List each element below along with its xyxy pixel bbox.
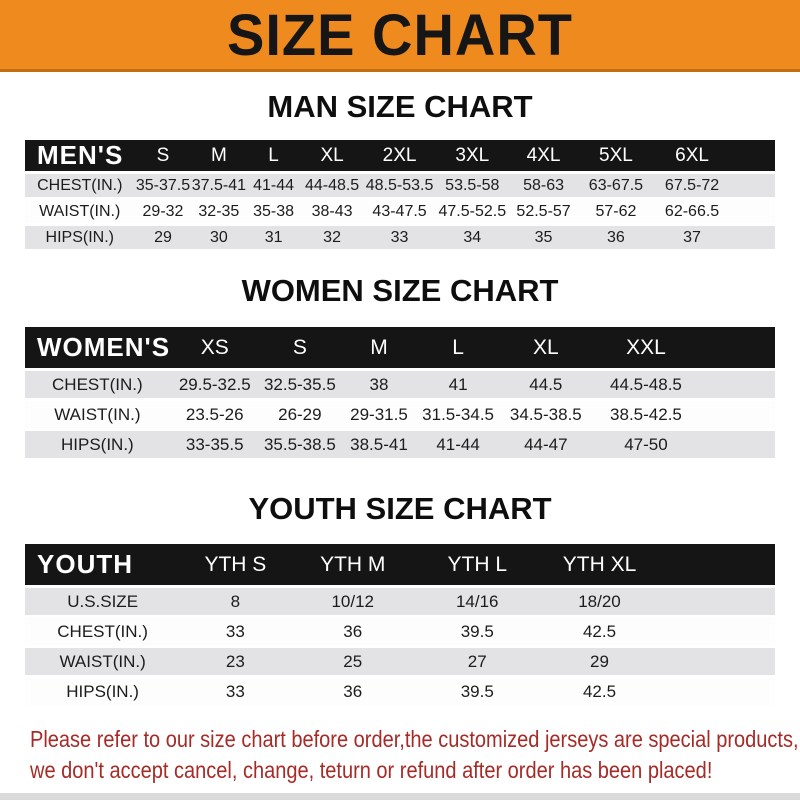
women-size-table bbox=[25, 324, 775, 461]
table-row bbox=[25, 174, 775, 197]
size-value-cell: 47-50 bbox=[593, 431, 698, 458]
table-corner-label: YOUTH bbox=[25, 544, 180, 585]
women-size-chart-title: WOMEN SIZE CHART bbox=[241, 273, 559, 308]
size-value-cell: 31 bbox=[246, 226, 301, 249]
notice-line-1: Please refer to our size chart before order,the customized jerseys are special products, bbox=[30, 726, 799, 752]
size-value-cell: 29-32 bbox=[135, 200, 192, 223]
size-value-cell: 33 bbox=[363, 226, 436, 249]
size-value-cell: 29 bbox=[540, 648, 660, 675]
size-column-header: YTH M bbox=[291, 544, 416, 585]
size-value-cell: 39.5 bbox=[415, 618, 540, 645]
size-value-cell: 41 bbox=[418, 371, 498, 398]
table-row bbox=[25, 371, 775, 398]
row-label: CHEST(IN.) bbox=[25, 618, 180, 645]
notice-line-2: we don't accept cancel, change, teturn or refund after order has been placed! bbox=[30, 757, 713, 783]
size-value-cell: 33 bbox=[180, 678, 290, 705]
row-label: CHEST(IN.) bbox=[25, 371, 170, 398]
table-row bbox=[25, 226, 775, 249]
size-value-cell: 29 bbox=[135, 226, 192, 249]
banner-title: SIZE CHART bbox=[227, 1, 573, 68]
row-label: CHEST(IN.) bbox=[25, 174, 135, 197]
size-value-cell: 38 bbox=[340, 371, 418, 398]
youth-size-chart-section bbox=[0, 491, 800, 708]
size-value-cell: 41-44 bbox=[246, 174, 301, 197]
size-value-cell: 39.5 bbox=[415, 678, 540, 705]
men-size-table bbox=[25, 137, 775, 252]
man-size-chart-title: MAN SIZE CHART bbox=[267, 89, 533, 124]
size-value-cell: 33-35.5 bbox=[170, 431, 260, 458]
size-value-cell: 23.5-26 bbox=[170, 401, 260, 428]
header-spacer bbox=[698, 327, 775, 368]
size-value-cell: 67.5-72 bbox=[653, 174, 730, 197]
size-value-cell: 38-43 bbox=[301, 200, 363, 223]
size-column-header: XL bbox=[498, 327, 593, 368]
size-value-cell: 44-48.5 bbox=[301, 174, 363, 197]
header-spacer bbox=[660, 544, 776, 585]
table-row bbox=[25, 648, 775, 675]
size-header-row bbox=[25, 140, 775, 171]
size-column-header: 2XL bbox=[363, 140, 436, 171]
size-value-cell: 35-38 bbox=[246, 200, 301, 223]
size-value-cell: 38.5-41 bbox=[340, 431, 418, 458]
size-value-cell: 23 bbox=[180, 648, 290, 675]
table-row bbox=[25, 200, 775, 223]
size-column-header: M bbox=[191, 140, 246, 171]
size-value-cell: 32.5-35.5 bbox=[260, 371, 340, 398]
size-column-header: S bbox=[260, 327, 340, 368]
size-value-cell: 36 bbox=[291, 678, 416, 705]
size-value-cell: 8 bbox=[180, 588, 290, 615]
size-column-header: XL bbox=[301, 140, 363, 171]
row-spacer bbox=[731, 226, 775, 249]
size-value-cell: 33 bbox=[180, 618, 290, 645]
size-value-cell: 27 bbox=[415, 648, 540, 675]
size-value-cell: 29-31.5 bbox=[340, 401, 418, 428]
size-column-header: S bbox=[135, 140, 192, 171]
size-column-header: 5XL bbox=[578, 140, 653, 171]
table-row bbox=[25, 588, 775, 615]
size-column-header: YTH S bbox=[180, 544, 290, 585]
row-label: WAIST(IN.) bbox=[25, 401, 170, 428]
size-value-cell: 34.5-38.5 bbox=[498, 401, 593, 428]
women-size-chart-section bbox=[0, 273, 800, 461]
size-value-cell: 36 bbox=[291, 618, 416, 645]
size-value-cell: 32-35 bbox=[191, 200, 246, 223]
row-spacer bbox=[731, 174, 775, 197]
table-row bbox=[25, 401, 775, 428]
size-value-cell: 42.5 bbox=[540, 678, 660, 705]
footer-notice bbox=[30, 724, 800, 786]
size-column-header: L bbox=[246, 140, 301, 171]
table-row bbox=[25, 431, 775, 458]
size-value-cell: 41-44 bbox=[418, 431, 498, 458]
row-spacer bbox=[660, 678, 776, 705]
size-column-header: 6XL bbox=[653, 140, 730, 171]
size-value-cell: 62-66.5 bbox=[653, 200, 730, 223]
row-label: WAIST(IN.) bbox=[25, 200, 135, 223]
size-value-cell: 29.5-32.5 bbox=[170, 371, 260, 398]
size-value-cell: 44.5-48.5 bbox=[593, 371, 698, 398]
size-value-cell: 48.5-53.5 bbox=[363, 174, 436, 197]
size-header-row bbox=[25, 327, 775, 368]
size-value-cell: 42.5 bbox=[540, 618, 660, 645]
size-header-row bbox=[25, 544, 775, 585]
row-spacer bbox=[660, 648, 776, 675]
row-spacer bbox=[698, 401, 775, 428]
size-value-cell: 52.5-57 bbox=[509, 200, 579, 223]
size-value-cell: 38.5-42.5 bbox=[593, 401, 698, 428]
size-value-cell: 18/20 bbox=[540, 588, 660, 615]
row-label: HIPS(IN.) bbox=[25, 226, 135, 249]
row-label: HIPS(IN.) bbox=[25, 431, 170, 458]
size-value-cell: 10/12 bbox=[291, 588, 416, 615]
size-value-cell: 32 bbox=[301, 226, 363, 249]
size-value-cell: 58-63 bbox=[509, 174, 579, 197]
table-corner-label: WOMEN'S bbox=[25, 327, 170, 368]
man-size-chart-section bbox=[0, 89, 800, 252]
bottom-edge-strip bbox=[0, 793, 800, 800]
size-value-cell: 63-67.5 bbox=[578, 174, 653, 197]
size-value-cell: 43-47.5 bbox=[363, 200, 436, 223]
size-value-cell: 35 bbox=[509, 226, 579, 249]
size-value-cell: 36 bbox=[578, 226, 653, 249]
youth-size-table bbox=[25, 541, 775, 708]
youth-size-chart-title: YOUTH SIZE CHART bbox=[248, 491, 552, 526]
row-label: HIPS(IN.) bbox=[25, 678, 180, 705]
size-value-cell: 44.5 bbox=[498, 371, 593, 398]
size-column-header: YTH XL bbox=[540, 544, 660, 585]
table-row bbox=[25, 678, 775, 705]
size-value-cell: 35.5-38.5 bbox=[260, 431, 340, 458]
charts-area bbox=[0, 89, 800, 708]
size-column-header: XS bbox=[170, 327, 260, 368]
row-spacer bbox=[660, 588, 776, 615]
size-value-cell: 30 bbox=[191, 226, 246, 249]
size-value-cell: 37 bbox=[653, 226, 730, 249]
size-column-header: YTH L bbox=[415, 544, 540, 585]
row-spacer bbox=[698, 371, 775, 398]
size-value-cell: 14/16 bbox=[415, 588, 540, 615]
size-value-cell: 31.5-34.5 bbox=[418, 401, 498, 428]
size-column-header: L bbox=[418, 327, 498, 368]
row-spacer bbox=[731, 200, 775, 223]
size-value-cell: 25 bbox=[291, 648, 416, 675]
row-spacer bbox=[660, 618, 776, 645]
size-value-cell: 34 bbox=[436, 226, 509, 249]
header-spacer bbox=[731, 140, 775, 171]
size-value-cell: 53.5-58 bbox=[436, 174, 509, 197]
size-value-cell: 37.5-41 bbox=[191, 174, 246, 197]
size-value-cell: 35-37.5 bbox=[135, 174, 192, 197]
row-spacer bbox=[698, 431, 775, 458]
banner bbox=[0, 0, 800, 72]
size-column-header: 3XL bbox=[436, 140, 509, 171]
size-column-header: M bbox=[340, 327, 418, 368]
row-label: WAIST(IN.) bbox=[25, 648, 180, 675]
size-column-header: XXL bbox=[593, 327, 698, 368]
size-value-cell: 57-62 bbox=[578, 200, 653, 223]
size-value-cell: 44-47 bbox=[498, 431, 593, 458]
size-value-cell: 26-29 bbox=[260, 401, 340, 428]
table-row bbox=[25, 618, 775, 645]
size-value-cell: 47.5-52.5 bbox=[436, 200, 509, 223]
size-column-header: 4XL bbox=[509, 140, 579, 171]
table-corner-label: MEN'S bbox=[25, 140, 135, 171]
row-label: U.S.SIZE bbox=[25, 588, 180, 615]
